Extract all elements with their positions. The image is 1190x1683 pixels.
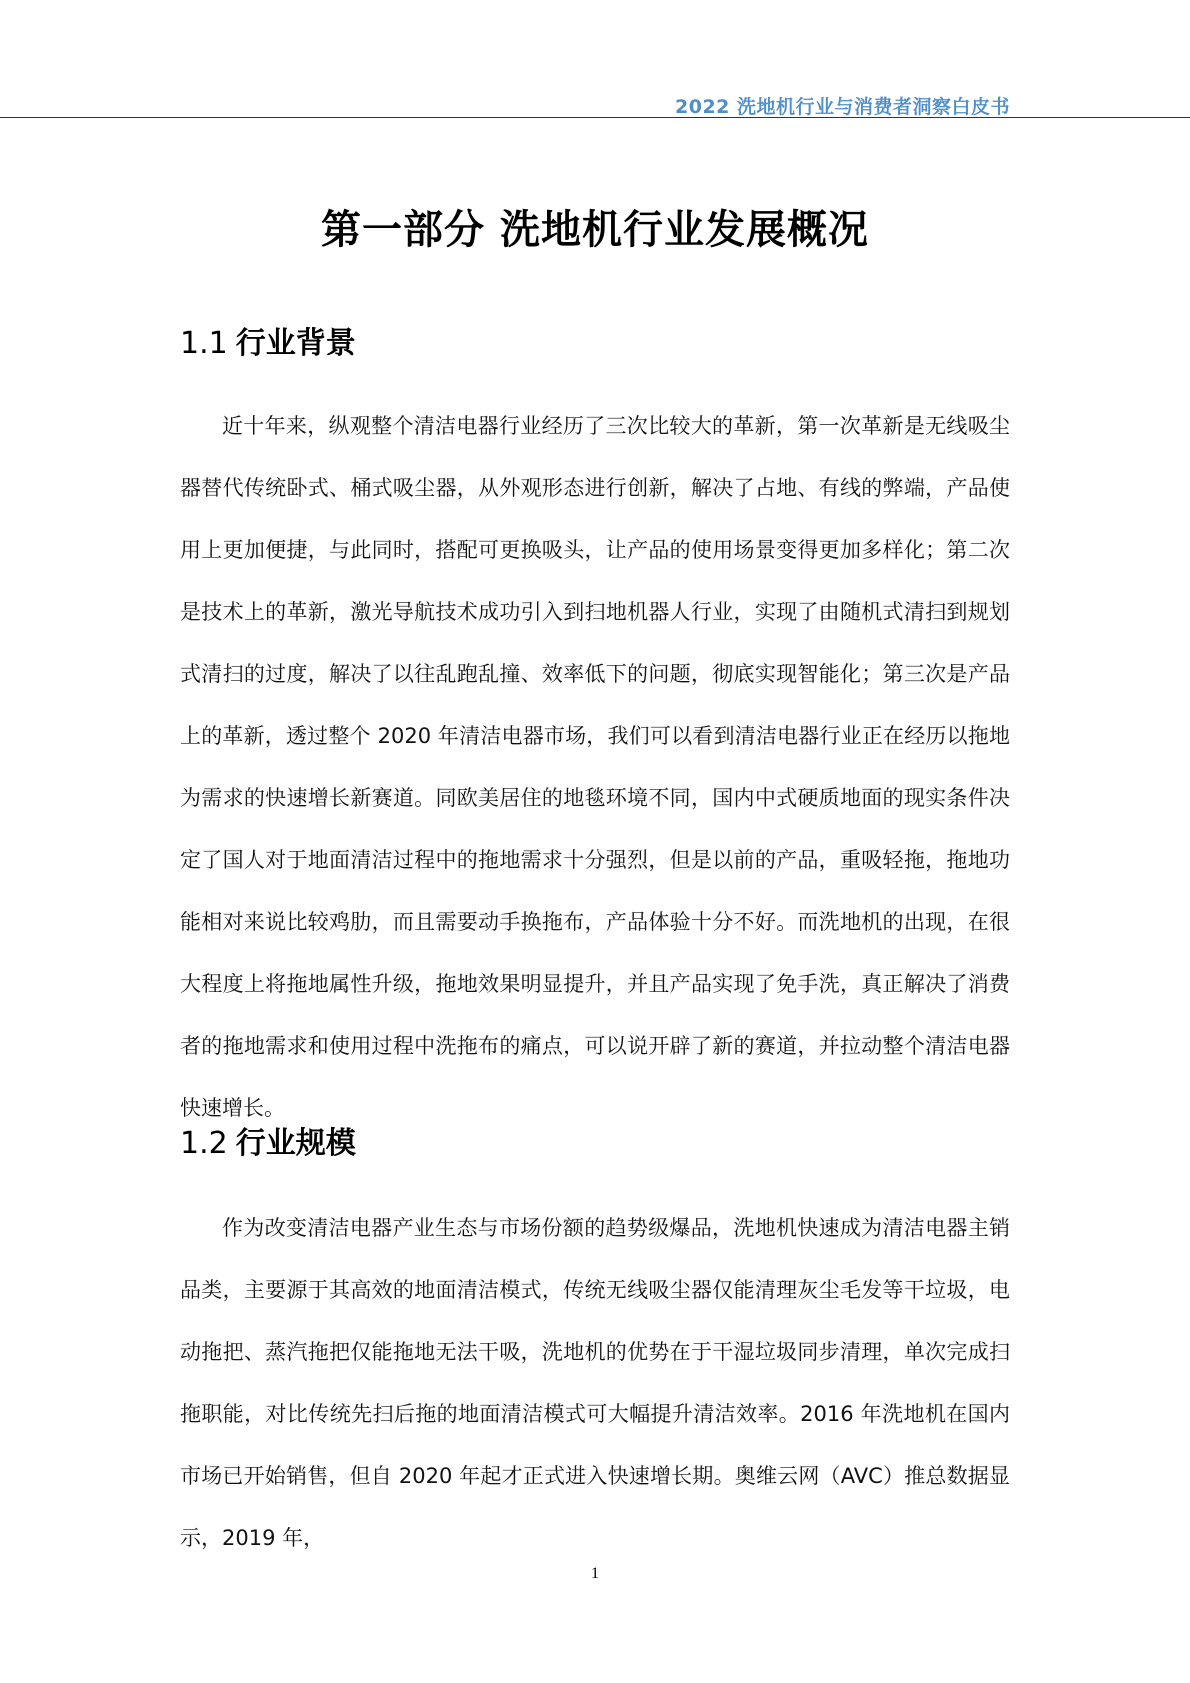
page-title: 第一部分 洗地机行业发展概况 (321, 207, 869, 253)
header-title: 2022 洗地机行业与消费者洞察白皮书 (675, 96, 1010, 118)
section-heading-text: 行业背景 (235, 326, 356, 361)
section-heading-industry-background (180, 318, 356, 362)
section-heading-text: 行业规模 (235, 1126, 356, 1161)
body-paragraph-background: 近十年来，纵观整个清洁电器行业经历了三次比较大的革新，第一次革新是无线吸尘器替代传统卧式、桶式吸尘器，从外观形态进行创新，解决了占地、有线的弊端，产品使用上更加便捷，与此同时，搭配可更换吸头，让产品的使用场景变得更加多样化；第二次是技术上的革新，激光导航技术成功引入到扫地机器人行业，实现了由随机式清扫到规划式清扫的过度，解决了以往乱跑乱撞、效率低下的问题，彻底实现智能化；第三次是产品上的革新，透过整个 2020 年清洁电器市场，我们可以看到清洁电器行业正在经历以拖地为需求的快速增长新赛道。同欧美居住的地毯环境不同，国内中式硬质地面的现实条件决定了国人对于地面清洁过程中的拖地需求十分强烈，但是以前的产品，重吸轻拖，拖地功能相对来说比较鸡肋，而且需要动手换拖布，产品体验十分不好。而洗地机的出现，在很大程度上将拖地属性升级，拖地效果明显提升，并且产品实现了免手洗，真正解决了消费者的拖地需求和使用过程中洗拖布的痛点，可以说开辟了新的赛道，并拉动整个清洁电器快速增长。 (180, 414, 1010, 1120)
body-paragraph-scale: 作为改变清洁电器产业生态与市场份额的趋势级爆品，洗地机快速成为清洁电器主销品类，主要源于其高效的地面清洁模式，传统无线吸尘器仅能清理灰尘毛发等干垃圾，电动拖把、蒸汽拖把仅能拖地无法干吸，洗地机的优势在于干湿垃圾同步清理，单次完成扫拖职能，对比传统先扫后拖的地面清洁模式可大幅提升清洁效率。2016 年洗地机在国内市场已开始销售，但自 2020 年起才正式进入快速增长期。奥维云网（AVC）推总数据显示，2019 年， (180, 1216, 1010, 1550)
page-number: 1 (591, 1565, 599, 1582)
section-number: 1.2 (180, 1126, 228, 1161)
section-heading-industry-scale (180, 1118, 356, 1162)
header-divider (0, 117, 1190, 118)
section-number: 1.1 (180, 326, 228, 361)
